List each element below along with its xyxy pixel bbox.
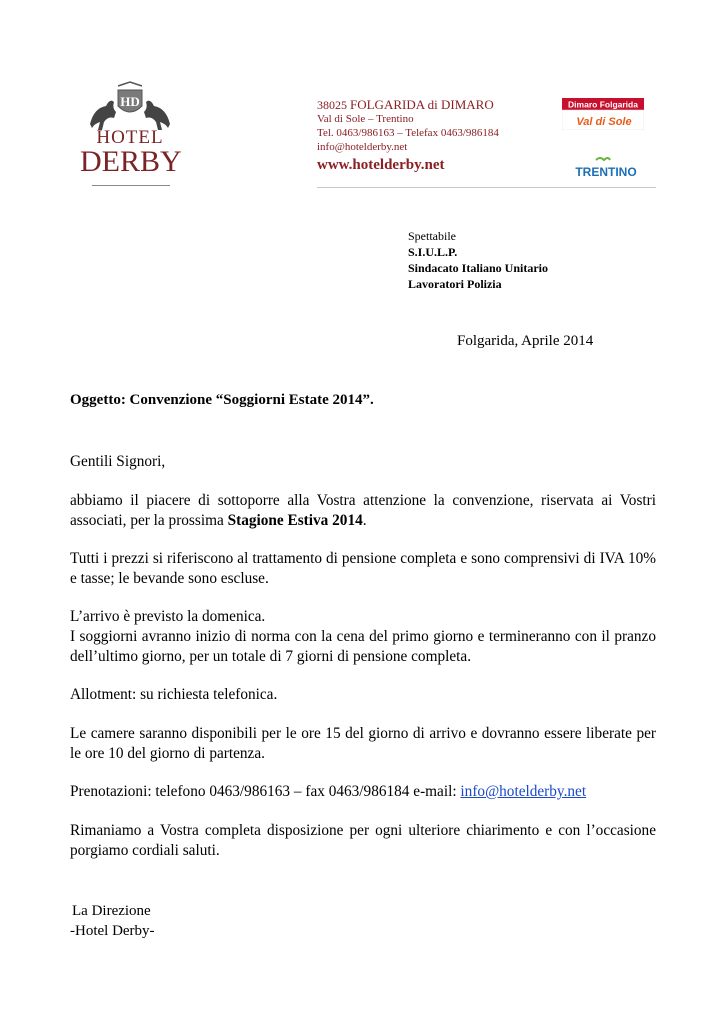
recipient-acronym: S.I.U.L.P. (408, 245, 458, 259)
header-divider (317, 187, 656, 188)
paragraph-prices: Tutti i prezzi si riferiscono al trattamento di pensione completa e sono comprensivi di IVA 10% e tasse; le bevande sono escluse. (70, 550, 656, 587)
paragraph-intro-end: . (362, 512, 367, 529)
paragraph-arrival: L’arrivo è previsto la domenica. (70, 608, 266, 625)
city-name: FOLGARIDA di DIMARO (350, 97, 494, 112)
phone-fax: Tel. 0463/986163 – Telefax 0463/986184 (317, 127, 499, 139)
trentino-badge-text: TRENTINO (575, 165, 637, 179)
postal-code: 38025 (317, 98, 347, 112)
header-address (317, 98, 499, 154)
trentino-badge (574, 156, 638, 180)
booking-text: Prenotazioni: telefono 0463/986163 – fax 0463/986184 e-mail: (70, 783, 461, 800)
paragraph-rooms: Le camere saranno disponibili per le ore 15 del giorno di arrivo e dovranno essere liberate per le ore 10 del giorno di partenza. (70, 725, 656, 762)
greeting: Gentili Signori, (70, 453, 166, 470)
header-city-line (317, 98, 499, 112)
recipient-block (408, 228, 548, 292)
dimaro-badge-title: Dimaro Folgarida (568, 99, 638, 110)
season-name: Stagione Estiva 2014 (227, 512, 363, 529)
dimaro-badge-sub: Val di Sole (576, 116, 632, 128)
region: Val di Sole – Trentino (317, 113, 414, 125)
paragraph-booking (70, 782, 656, 802)
letter-date: Folgarida, Aprile 2014 (457, 333, 594, 349)
letter-subject: Oggetto: Convenzione “Soggiorni Estate 2014”. (70, 392, 374, 408)
website-link[interactable]: www.hotelderby.net (317, 157, 445, 173)
dimaro-folgarida-badge (562, 98, 644, 130)
paragraph-allotment: Allotment: su richiesta telefonica. (70, 686, 278, 703)
recipient-name-line2: Lavoratori Polizia (408, 277, 502, 291)
paragraph-intro (70, 491, 656, 531)
signature-block (72, 901, 155, 941)
logo-derby-text: DERBY (80, 145, 182, 178)
logo-divider (92, 185, 170, 186)
paragraph-intro-text: abbiamo il piacere di sottoporre alla Vostra attenzione la convenzione, riservata ai Vostri associati, per la prossima (70, 492, 656, 529)
logo-hotel-text: HOTEL (96, 127, 164, 148)
paragraph-stay: I soggiorni avranno inizio di norma con la cena del primo giorno e termineranno con il pranzo dell’ultimo giorno, per un totale di 7 giorni di pensione completa. (70, 628, 656, 665)
signature-hotel: -Hotel Derby- (70, 923, 155, 939)
header-email[interactable]: info@hotelderby.net (317, 141, 408, 153)
recipient-name-line1: Sindacato Italiano Unitario (408, 261, 549, 275)
recipient-salutation: Spettabile (408, 229, 456, 243)
booking-email-link[interactable]: info@hotelderby.net (460, 783, 587, 800)
logo-monogram: HD (120, 94, 140, 109)
signature-direction: La Direzione (72, 903, 151, 919)
paragraph-closing: Rimaniamo a Vostra completa disposizione per ogni ulteriore chiarimento e con l’occasione porgiamo cordiali saluti. (70, 822, 656, 859)
